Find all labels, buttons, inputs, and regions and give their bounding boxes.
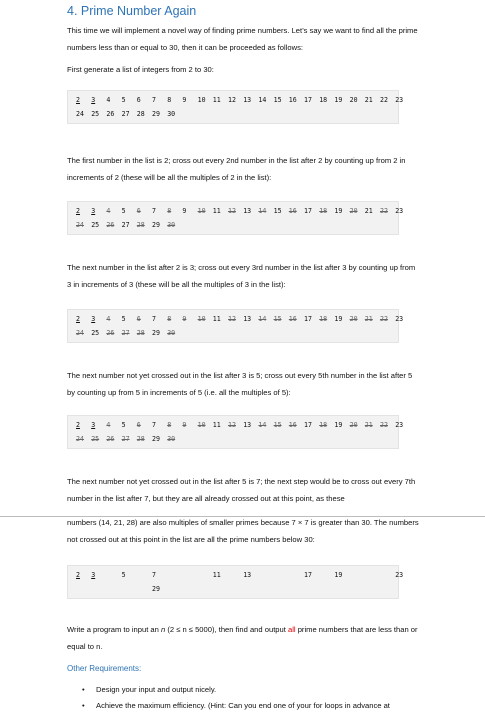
number-cell: 28 [136,435,145,443]
number-cell: 22 [380,421,388,429]
number-cell: 6 [136,207,141,215]
number-cell: 27 [121,329,130,337]
number-cell: 6 [136,96,141,104]
number-cell: 26 [106,110,115,118]
number-cell: 12 [228,315,236,323]
number-cell: 13 [243,315,252,323]
number-cell: 24 [76,329,84,337]
task-n-var: n [160,625,166,634]
number-cell: 19 [334,571,343,579]
number-cell: 20 [349,421,358,429]
number-cell: 6 [136,421,141,429]
task-range: (2 ≤ n ≤ 5000), then find and output [165,625,288,634]
number-cell: 16 [288,207,297,215]
number-cell: 22 [380,207,388,215]
number-cell: 3 [91,571,96,579]
bullet-dot-icon: • [82,701,85,710]
number-cell: 3 [91,96,96,104]
number-cell: 21 [364,207,373,215]
number-cell: 29 [152,329,160,337]
number-cell: 7 [152,571,156,579]
number-cell: 5 [121,207,126,215]
number-cell: 8 [167,315,172,323]
number-cell: 23 [395,571,404,579]
number-cell: 5 [121,421,126,429]
number-cell: 15 [273,96,282,104]
number-list-full [67,90,404,124]
number-cell: 23 [395,315,404,323]
number-cell: 30 [167,435,176,443]
number-cell: 4 [106,421,111,429]
number-cell: 27 [121,221,130,229]
number-cell: 13 [243,571,252,579]
step1-text: First generate a list of integers from 2 to 30: [67,65,214,74]
task-paragraph [67,621,419,655]
number-cell: 17 [304,207,312,215]
number-cell: 2 [76,315,80,323]
number-cell: 11 [212,315,221,323]
number-cell: 5 [121,96,126,104]
number-cell: 16 [288,315,297,323]
number-cell: 24 [76,435,84,443]
number-cell: 28 [136,221,145,229]
number-cell: 25 [91,110,100,118]
number-cell: 5 [121,315,126,323]
number-cell: 6 [136,315,141,323]
number-list-after-2 [67,201,404,235]
number-cell: 4 [106,315,111,323]
number-list-after-3 [67,309,404,343]
number-cell: 21 [364,421,373,429]
number-cell: 23 [395,96,404,104]
number-cell: 11 [212,207,221,215]
number-cell: 30 [167,221,176,229]
number-cell: 25 [91,221,100,229]
number-cell: 21 [364,315,373,323]
number-cell: 10 [197,96,206,104]
task-pre: Write a program to input an [67,625,161,634]
number-cell: 16 [288,96,297,104]
number-cell: 12 [228,207,236,215]
number-cell: 11 [212,421,221,429]
number-cell: 19 [334,315,343,323]
number-cell: 22 [380,96,388,104]
number-cell: 24 [76,110,84,118]
step5-text-b: numbers (14, 21, 28) are also multiples of smaller primes because 7 × 7 is greater than 30. The numbers not crossed out at this point in the list are all the prime numbers below 30: [67,518,419,544]
number-cell: 7 [152,315,156,323]
number-cell: 19 [334,421,343,429]
number-cell: 14 [258,207,267,215]
number-cell: 9 [182,207,187,215]
number-cell: 17 [304,96,312,104]
number-cell: 15 [273,207,282,215]
number-cell: 27 [121,110,130,118]
number-list-primes [67,565,404,599]
number-cell: 19 [334,96,343,104]
number-cell: 25 [91,329,100,337]
number-cell: 9 [182,421,187,429]
number-cell: 7 [152,207,156,215]
number-cell: 16 [288,421,297,429]
step2-text: The first number in the list is 2; cross out every 2nd number in the list after 2 by counting up from 2 in increments of 2 (these will be all the multiples of 2 in the list): [67,156,406,182]
number-cell: 14 [258,421,267,429]
number-cell: 2 [76,421,80,429]
number-cell: 27 [121,435,130,443]
number-cell: 29 [152,435,160,443]
section-title: 4. Prime Number Again [67,4,197,18]
number-cell: 28 [136,110,145,118]
other-requirements-heading: Other Requirements: [67,664,142,673]
number-cell: 4 [106,207,111,215]
bullet-dot-icon: • [82,685,85,694]
number-cell: 15 [273,421,282,429]
number-cell: 20 [349,96,358,104]
number-cell: 17 [304,571,312,579]
number-cell: 11 [212,571,221,579]
number-cell: 8 [167,421,172,429]
number-cell: 10 [197,207,206,215]
number-cell: 10 [197,421,206,429]
number-cell: 10 [197,315,206,323]
number-cell: 15 [273,315,282,323]
number-cell: 3 [91,207,96,215]
intro-paragraph: This time we will implement a novel way of finding prime numbers. Let’s say we want to find all the prime numbers less than or equal to 30, then it can be proceeded as follows: [67,26,418,52]
number-list-after-5 [67,415,404,449]
number-cell: 19 [334,207,343,215]
number-cell: 13 [243,207,252,215]
number-cell: 21 [364,96,373,104]
step5-text-a: The next number not yet crossed out in the list after 5 is 7; the next step would be to cross out every 7th number in the list after 7, but they are all already crossed out at this point, as these [67,477,416,503]
number-cell: 29 [152,110,160,118]
number-cell: 24 [76,221,84,229]
number-cell: 7 [152,96,156,104]
number-cell: 13 [243,96,252,104]
number-cell: 29 [152,585,160,593]
number-cell: 14 [258,315,267,323]
number-cell: 3 [91,421,96,429]
number-cell: 30 [167,329,176,337]
number-cell: 12 [228,421,236,429]
number-cell: 2 [76,207,80,215]
task-all-highlight: all [287,625,296,634]
number-cell: 26 [106,329,115,337]
bullet-text: Achieve the maximum efficiency. (Hint: Can you end one of your for loops in advance at [96,701,390,710]
number-cell: 7 [152,421,156,429]
number-cell: 22 [380,315,388,323]
number-cell: 17 [304,421,312,429]
number-cell: 2 [76,96,80,104]
number-cell: 18 [319,421,328,429]
number-cell: 18 [319,207,328,215]
bullet-text: Design your input and output nicely. [96,685,217,694]
number-cell: 3 [91,315,96,323]
number-cell: 18 [319,96,328,104]
number-cell: 17 [304,315,312,323]
number-cell: 26 [106,435,115,443]
number-cell: 28 [136,329,145,337]
number-cell: 9 [182,315,187,323]
number-cell: 4 [106,96,111,104]
step3-text: The next number in the list after 2 is 3; cross out every 3rd number in the list after 3 by counting up from 3 in increments of 3 (these will be all the multiples of 3 in the list): [67,263,416,289]
number-cell: 23 [395,421,404,429]
number-cell: 5 [121,571,126,579]
number-cell: 2 [76,571,80,579]
number-cell: 13 [243,421,252,429]
number-cell: 26 [106,221,115,229]
number-cell: 20 [349,207,358,215]
number-cell: 25 [91,435,100,443]
number-cell: 8 [167,96,172,104]
number-cell: 12 [228,96,236,104]
number-cell: 23 [395,207,404,215]
number-cell: 9 [182,96,187,104]
number-cell: 20 [349,315,358,323]
number-cell: 8 [167,207,172,215]
number-cell: 29 [152,221,160,229]
number-cell: 30 [167,110,176,118]
step4-text: The next number not yet crossed out in the list after 3 is 5; cross out every 5th number in the list after 5 by counting up from 5 in increments of 5 (i.e. all the multiples of 5): [67,371,413,397]
number-cell: 11 [212,96,221,104]
number-cell: 14 [258,96,267,104]
number-cell: 18 [319,315,328,323]
task-post: prime numbers that are less than or equal to n. [67,625,418,651]
